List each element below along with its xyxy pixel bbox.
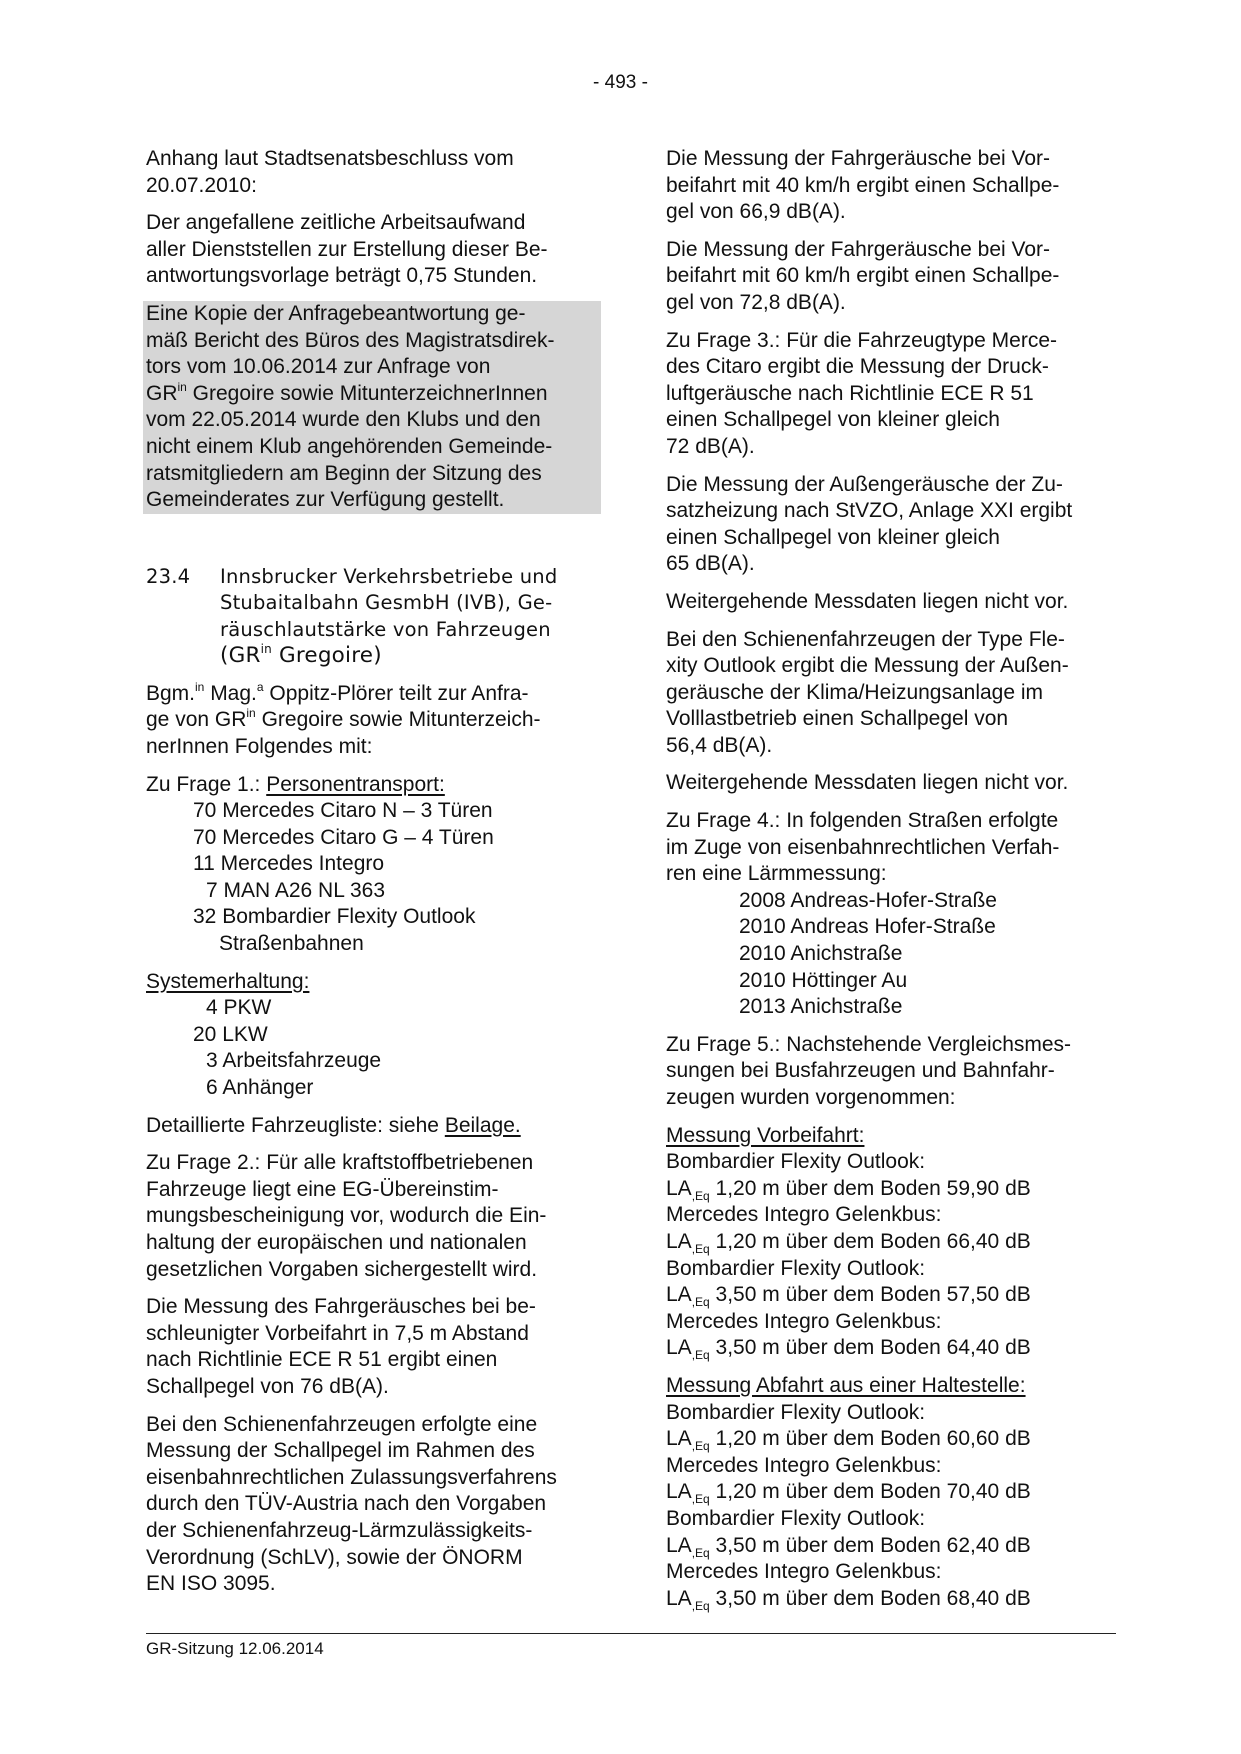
attachment-link[interactable]: Beilage. [444, 1113, 521, 1137]
text-line: nerInnen Folgendes mit: [146, 734, 373, 758]
text-line: im Zuge von eisenbahnrechtlichen Verfah- [666, 835, 1060, 859]
text-line: $GR^{in}$ Gregoire sowie MitunterzeichnerInnen [146, 379, 548, 405]
street-item: 2008 Andreas-Hofer-Straße [739, 888, 997, 912]
measurement-60kmh [666, 237, 1126, 317]
passby-heading: Messung Vorbeifahrt: [666, 1123, 865, 1147]
text-line: Die Messung der Fahrgeräusche bei Vor- [666, 237, 1051, 261]
question1-block [146, 772, 608, 958]
text-line: vom 22.05.2014 wurde den Klubs und den [146, 408, 541, 432]
text-line: Zu Frage 1.: Personentransport: [146, 772, 445, 796]
page-number: - 493 - [593, 72, 648, 93]
text-line: 65 dB(A). [666, 552, 755, 576]
vehicle-label: Mercedes Integro Gelenkbus: [666, 1309, 942, 1333]
rail-vehicles-paragraph [146, 1412, 608, 1598]
text-line: ren eine Lärmmessung: [666, 862, 887, 886]
vehicle-label: Mercedes Integro Gelenkbus: [666, 1560, 942, 1584]
text-line: tors vom 10.06.2014 zur Anfrage von [146, 355, 491, 379]
text-line: nicht einem Klub angehörenden Gemeinde- [146, 434, 553, 458]
no-further-data-note: Weitergehende Messdaten liegen nicht vor. [666, 589, 1069, 613]
text-line: durch den TÜV-Austria nach den Vorgaben [146, 1492, 547, 1516]
text-line: EN ISO 3095. [146, 1572, 276, 1596]
fleet-item: 70 Mercedes Citaro N – 3 Türen [193, 799, 493, 823]
text-line: Messung der Schallpegel im Rahmen des [146, 1439, 535, 1463]
text-line: aller Dienststellen zur Erstellung dieser Be- [146, 237, 548, 261]
vehicle-label: Mercedes Integro Gelenkbus: [666, 1203, 942, 1227]
measurement-value: $LA_{,Eq}$ 3,50 m über dem Boden 68,40 dB [666, 1586, 1031, 1613]
no-further-data-note: Weitergehende Messdaten liegen nicht vor. [666, 771, 1069, 795]
section-title-line: räuschlautstärke von Fahrzeugen [220, 617, 551, 641]
text-line: Die Messung der Fahrgeräusche bei Vor- [666, 147, 1051, 170]
fleet-item: 70 Mercedes Citaro G – 4 Türen [193, 825, 494, 849]
street-item: 2010 Anichstraße [739, 942, 903, 966]
text-line: antwortungsvorlage beträgt 0,75 Stunden. [146, 264, 538, 288]
text-line: mungsbescheinigung vor, wodurch die Ein- [146, 1204, 547, 1228]
text-line: Der angefallene zeitliche Arbeitsaufwand [146, 211, 526, 235]
vehicle-label: Bombardier Flexity Outlook: [666, 1150, 926, 1174]
text-line: Bei den Schienenfahrzeugen erfolgte eine [146, 1412, 538, 1436]
text-line: Bgm.$^{in}$ Mag.$^a$ Oppitz-Plörer teilt zur Anfra- [146, 679, 529, 705]
mayor-intro [146, 681, 608, 761]
text-line: haltung der europäischen und nationalen [146, 1231, 527, 1254]
text-line: xity Outlook ergibt die Messung der Außen- [666, 654, 1069, 678]
text-line: gel von 72,8 dB(A). [666, 290, 846, 314]
fleet-item: 3 Arbeitsfahrzeuge [206, 1049, 382, 1073]
highlighted-copy-note [143, 301, 601, 514]
text-line: Bei den Schienenfahrzeugen der Type Fle- [666, 627, 1065, 651]
vehicle-label: Bombardier Flexity Outlook: [666, 1400, 926, 1424]
text-line: 56,4 dB(A). [666, 733, 773, 757]
text-line: einen Schallpegel von kleiner gleich [666, 408, 1000, 432]
vehicle-label: Mercedes Integro Gelenkbus: [666, 1453, 942, 1477]
text-line: Schallpegel von 76 dB(A). [146, 1374, 389, 1398]
text-line: luftgeräusche nach Richtlinie ECE R 51 [666, 381, 1034, 405]
text-line: beifahrt mit 60 km/h ergibt einen Schallpe- [666, 264, 1060, 288]
text-line: einen Schallpegel von kleiner gleich [666, 525, 1000, 549]
flexity-paragraph [666, 627, 1126, 760]
text-line: ratsmitgliedern am Beginn der Sitzung des [146, 461, 542, 485]
text-line: ge von $GR^{in}$ Gregoire sowie Mitunterzeich- [146, 706, 541, 732]
measurement-value: $LA_{,Eq}$ 1,20 m über dem Boden 66,40 dB [666, 1229, 1031, 1256]
text-line: sungen bei Busfahrzeugen und Bahnfahr- [666, 1059, 1055, 1083]
section-title-line: Innsbrucker Verkehrsbetriebe und [220, 564, 558, 588]
vehicle-list-note: Detaillierte Fahrzeugliste: siehe Beilage. [146, 1113, 521, 1137]
text-line: beifahrt mit 40 km/h ergibt einen Schallpe- [666, 173, 1060, 197]
maintenance-heading: Systemerhaltung: [146, 969, 310, 993]
section-title-line: Stubaitalbahn GesmbH (IVB), Ge- [220, 591, 553, 615]
text-line: Zu Frage 4.: In folgenden Straßen erfolgte [666, 809, 1059, 833]
text-line: der Schienenfahrzeug-Lärmzulässigkeits- [146, 1518, 533, 1542]
right-column [666, 146, 1126, 1612]
text-line: mäß Bericht des Büros des Magistratsdirek- [146, 328, 555, 352]
text-line: nach Richtlinie ECE R 51 ergibt einen [146, 1348, 498, 1372]
departure-heading: Messung Abfahrt aus einer Haltestelle: [666, 1373, 1026, 1397]
heater-noise-paragraph [666, 472, 1126, 578]
question3-block [666, 328, 1126, 461]
text-line: Volllastbetrieb einen Schallpegel von [666, 707, 1009, 731]
measurement-value: $LA_{,Eq}$ 1,20 m über dem Boden 59,90 dB [666, 1176, 1031, 1203]
text-line: schleunigter Vorbeifahrt in 7,5 m Abstand [146, 1321, 529, 1345]
text-line: Die Messung des Fahrgeräusches bei be- [146, 1295, 536, 1319]
text-line: gesetzlichen Vorgaben sichergestellt wird. [146, 1257, 538, 1281]
street-item: 2010 Höttinger Au [739, 968, 908, 992]
question4-block [666, 808, 1126, 1021]
section-number: 23.4 [146, 564, 191, 588]
text-line: 72 dB(A). [666, 434, 755, 458]
section-heading [146, 564, 608, 670]
measurement-value: $LA_{,Eq}$ 1,20 m über dem Boden 70,40 dB [666, 1480, 1031, 1507]
annex-note: Anhang laut Stadtsenatsbeschluss vom 20.07.2010: [146, 147, 514, 197]
text-line: zeugen wurden vorgenommen: [666, 1086, 956, 1109]
question2-block [146, 1150, 608, 1283]
measurement-value: $LA_{,Eq}$ 3,50 m über dem Boden 57,50 dB [666, 1283, 1031, 1310]
effort-paragraph [146, 210, 608, 290]
maintenance-block [146, 969, 608, 1102]
text-line: Zu Frage 3.: Für die Fahrzeugtype Merce- [666, 328, 1057, 352]
text-line: Fahrzeuge liegt eine EG-Übereinstim- [146, 1177, 499, 1201]
text-line: Eine Kopie der Anfragebeantwortung ge- [146, 301, 526, 325]
section-title [220, 564, 557, 670]
text-line: gel von 66,9 dB(A). [666, 200, 846, 224]
text-line: Zu Frage 2.: Für alle kraftstoffbetriebenen [146, 1151, 534, 1175]
text-line: des Citaro ergibt die Messung der Druck- [666, 355, 1049, 379]
text-line: Zu Frage 5.: Nachstehende Vergleichsmes- [666, 1032, 1072, 1056]
street-item: 2010 Andreas Hofer-Straße [739, 915, 996, 939]
measurement-value: $LA_{,Eq}$ 1,20 m über dem Boden 60,60 dB [666, 1427, 1031, 1454]
street-item: 2013 Anichstraße [739, 995, 903, 1019]
vehicle-label: Bombardier Flexity Outlook: [666, 1256, 926, 1280]
fleet-item: 32 Bombardier Flexity Outlook [193, 905, 476, 929]
fleet-item: 11 Mercedes Integro [193, 852, 385, 876]
section-title-line: ($GR^{in}$ Gregoire) [220, 642, 382, 669]
text-line: eisenbahnrechtlichen Zulassungsverfahrens [146, 1465, 557, 1489]
text-line: Gemeinderates zur Verfügung gestellt. [146, 488, 505, 512]
passby-measurement-block [666, 1123, 1126, 1362]
vehicle-label: Bombardier Flexity Outlook: [666, 1506, 926, 1530]
footer-session-date: GR-Sitzung 12.06.2014 [146, 1639, 324, 1658]
measurement-paragraph [146, 1294, 608, 1400]
fleet-item: 20 LKW [193, 1022, 268, 1046]
question5-block [666, 1032, 1126, 1112]
footer-rule [146, 1633, 1116, 1634]
fleet-item: Straßenbahnen [219, 932, 364, 956]
left-column [146, 146, 608, 1598]
text-line: Die Messung der Außengeräusche der Zu- [666, 472, 1063, 496]
fleet-item: 7 MAN A26 NL 363 [206, 878, 385, 902]
fleet-item: 4 PKW [206, 996, 272, 1020]
text-line: Verordnung (SchLV), sowie der ÖNORM [146, 1545, 523, 1569]
departure-measurement-block [666, 1373, 1126, 1612]
fleet-item: 6 Anhänger [206, 1076, 314, 1100]
measurement-value: $LA_{,Eq}$ 3,50 m über dem Boden 62,40 dB [666, 1533, 1031, 1560]
text-line: geräusche der Klima/Heizungsanlage im [666, 680, 1044, 704]
measurement-40kmh [666, 146, 1126, 226]
text-line: satzheizung nach StVZO, Anlage XXI ergibt [666, 499, 1073, 523]
measurement-value: $LA_{,Eq}$ 3,50 m über dem Boden 64,40 dB [666, 1336, 1031, 1363]
